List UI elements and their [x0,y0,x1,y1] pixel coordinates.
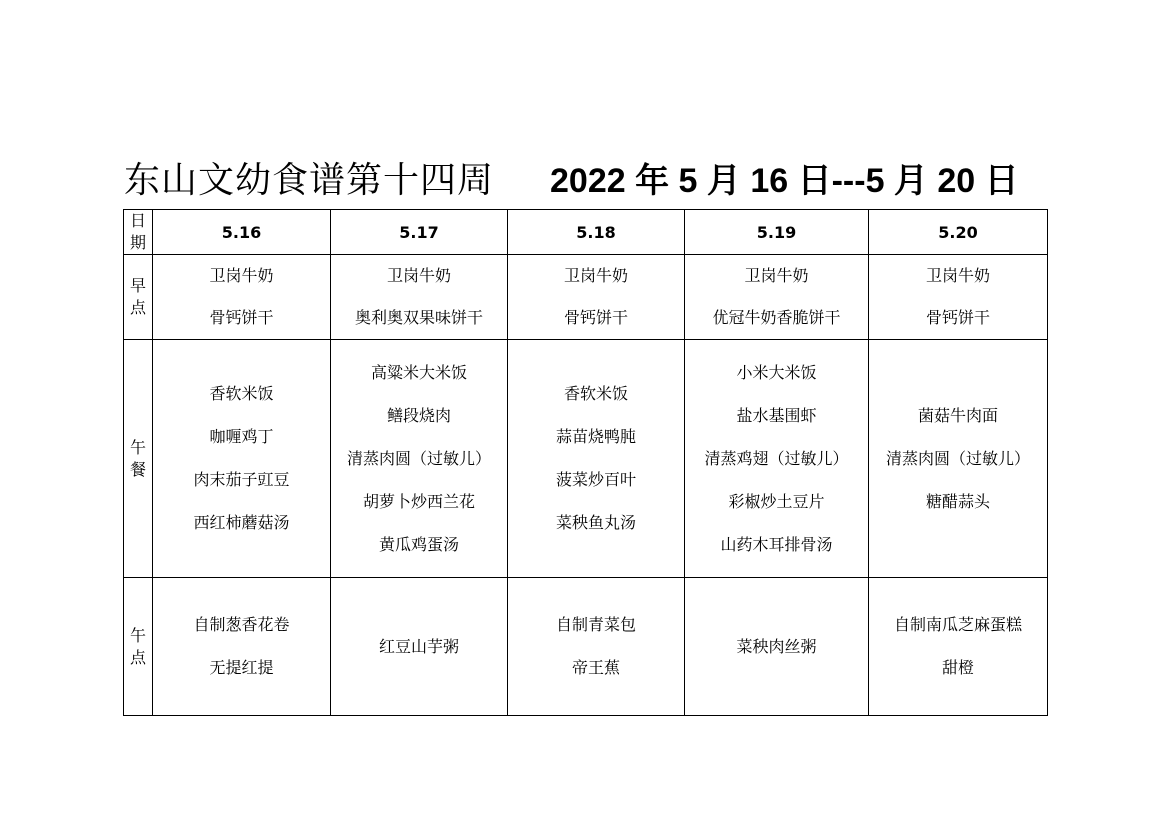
menu-table [123,209,1048,716]
row-label-lunch: 午 餐 [124,340,153,578]
menu-item: 清蒸肉圆（过敏儿） [885,448,1030,468]
menu-item: 自制青菜包 [555,615,636,634]
breakfast-cell [685,255,869,340]
breakfast-cell [869,255,1048,340]
menu-item: 西红柿蘑菇汤 [193,513,290,532]
row-label-date: 日 期 [124,210,153,255]
menu-item: 骨钙饼干 [925,308,990,327]
breakfast-cell [508,255,685,340]
snack-cell [508,578,685,716]
menu-item: 小米大米饭 [736,362,817,382]
menu-item: 肉末茄子豇豆 [193,470,290,489]
menu-item: 菜秧鱼丸汤 [555,513,636,532]
menu-item: 骨钙饼干 [209,308,274,327]
menu-item: 卫岗牛奶 [563,266,628,285]
page-title [124,152,1044,202]
date-cell: 5.19 [685,210,869,255]
menu-item: 帝王蕉 [571,658,620,677]
menu-item: 无提红提 [209,658,274,677]
menu-item: 山药木耳排骨汤 [720,534,833,554]
title-school: 东山文幼食谱第十四周 [124,159,495,201]
date-cell: 5.20 [869,210,1048,255]
menu-item: 咖喱鸡丁 [209,427,274,446]
title-date-range: 2022 年 5 月 16 日---5 月 20 日 [550,161,1019,200]
menu-item: 清蒸肉圆（过敏儿） [346,448,491,468]
menu-item: 红豆山芋粥 [378,636,459,656]
lunch-cell [685,340,869,578]
lunch-cell [331,340,508,578]
menu-item: 优冠牛奶香脆饼干 [712,308,841,327]
menu-item: 香软米饭 [209,384,274,403]
menu-item: 甜橙 [941,658,974,677]
menu-item: 鳝段烧肉 [386,405,451,425]
menu-item: 高粱米大米饭 [370,362,467,382]
snack-cell [153,578,331,716]
date-cell: 5.18 [508,210,685,255]
breakfast-cell [331,255,508,340]
snack-cell [331,578,508,716]
lunch-cell [153,340,331,578]
menu-item: 卫岗牛奶 [386,266,451,285]
snack-row [124,578,1048,716]
menu-item: 清蒸鸡翅（过敏儿） [704,448,849,468]
menu-item: 香软米饭 [563,384,628,403]
date-cell: 5.17 [331,210,508,255]
menu-item: 自制南瓜芝麻蛋糕 [893,615,1022,634]
row-label-breakfast: 早 点 [124,255,153,340]
menu-item: 菠菜炒百叶 [555,470,636,489]
row-label-snack: 午 点 [124,578,153,716]
menu-item: 奥利奥双果味饼干 [354,308,483,327]
snack-cell [869,578,1048,716]
menu-item: 卫岗牛奶 [744,266,809,285]
menu-item: 卫岗牛奶 [209,266,274,285]
lunch-row [124,340,1048,578]
breakfast-cell [153,255,331,340]
snack-cell [685,578,869,716]
menu-item: 胡萝卜炒西兰花 [362,491,475,511]
menu-item: 自制葱香花卷 [193,615,290,634]
menu-item: 蒜苗烧鸭肫 [555,427,636,446]
menu-item: 菌菇牛肉面 [917,405,998,425]
lunch-cell [508,340,685,578]
date-row [124,210,1048,255]
date-cell: 5.16 [153,210,331,255]
menu-item: 菜秧肉丝粥 [736,636,817,656]
menu-item: 卫岗牛奶 [925,266,990,285]
menu-item: 盐水基围虾 [736,405,817,425]
menu-item: 黄瓜鸡蛋汤 [378,534,459,554]
menu-item: 糖醋蒜头 [925,491,990,511]
menu-item: 骨钙饼干 [563,308,628,327]
breakfast-row [124,255,1048,340]
menu-item: 彩椒炒土豆片 [728,491,825,511]
lunch-cell [869,340,1048,578]
